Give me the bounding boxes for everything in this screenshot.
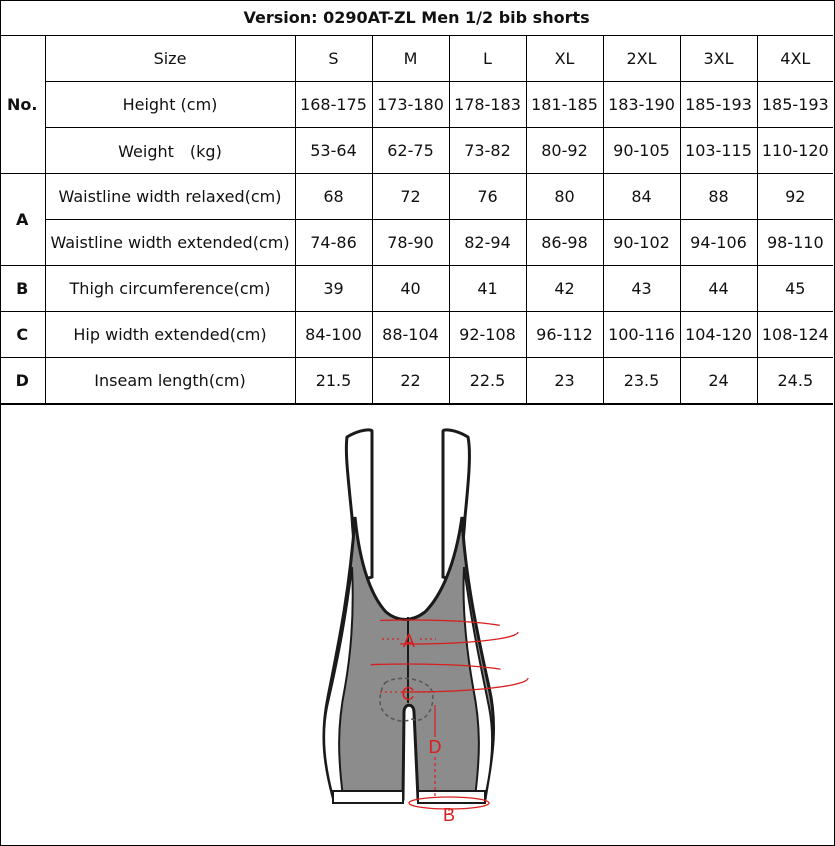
cell: 98-110: [757, 220, 833, 266]
row-label: Hip width extended(cm): [45, 312, 295, 358]
group-label-b: B: [0, 266, 45, 312]
cell: 104-120: [680, 312, 757, 358]
cell: 39: [295, 266, 372, 312]
cell: 41: [449, 266, 526, 312]
cell: S: [295, 36, 372, 82]
cell: 23.5: [603, 358, 680, 405]
cell: 90-102: [603, 220, 680, 266]
cell: 108-124: [757, 312, 833, 358]
group-label-a: A: [0, 174, 45, 266]
table-row-size: [0, 36, 833, 82]
cell: 80: [526, 174, 603, 220]
cell: 92-108: [449, 312, 526, 358]
measure-label-b: B: [442, 805, 456, 825]
table-row-height: [0, 82, 833, 128]
cell: 73-82: [449, 128, 526, 174]
measure-label-d: D: [428, 737, 442, 757]
table-row-thigh: [0, 266, 833, 312]
cell: 92: [757, 174, 833, 220]
cell: 80-92: [526, 128, 603, 174]
cell: 53-64: [295, 128, 372, 174]
cell: 24.5: [757, 358, 833, 405]
table-row-waist-extended: [0, 220, 833, 266]
row-label: Waistline width extended(cm): [45, 220, 295, 266]
measure-label-c: C: [401, 684, 415, 704]
cell: 45: [757, 266, 833, 312]
cell: 78-90: [372, 220, 449, 266]
measure-label-a: A: [402, 631, 416, 651]
cell: 183-190: [603, 82, 680, 128]
row-label: Height (cm): [45, 82, 295, 128]
cell: 90-105: [603, 128, 680, 174]
left-leg-cuff: [333, 791, 403, 803]
cell: 185-193: [757, 82, 833, 128]
cell: 44: [680, 266, 757, 312]
cell: 181-185: [526, 82, 603, 128]
cell: 173-180: [372, 82, 449, 128]
title-row: [0, 0, 833, 36]
cell: 4XL: [757, 36, 833, 82]
cell: 168-175: [295, 82, 372, 128]
group-label-no: No.: [0, 36, 45, 174]
row-label: Inseam length(cm): [45, 358, 295, 405]
cell: 86-98: [526, 220, 603, 266]
cell: 185-193: [680, 82, 757, 128]
table-row-inseam: [0, 358, 833, 405]
cell: 68: [295, 174, 372, 220]
cell: 110-120: [757, 128, 833, 174]
cell: 3XL: [680, 36, 757, 82]
cell: 23: [526, 358, 603, 405]
cell: 22: [372, 358, 449, 405]
cell: 88: [680, 174, 757, 220]
cell: 94-106: [680, 220, 757, 266]
table-row-weight: [0, 128, 833, 174]
table-row-waist-relaxed: [0, 174, 833, 220]
cell: 2XL: [603, 36, 680, 82]
cell: 178-183: [449, 82, 526, 128]
row-label: Size: [45, 36, 295, 82]
cell: 96-112: [526, 312, 603, 358]
cell: XL: [526, 36, 603, 82]
cell: L: [449, 36, 526, 82]
row-label: Weight (kg): [45, 128, 295, 174]
cell: 62-75: [372, 128, 449, 174]
cell: 21.5: [295, 358, 372, 405]
cell: M: [372, 36, 449, 82]
row-label: Thigh circumference(cm): [45, 266, 295, 312]
chart-title: Version: 0290AT-ZL Men 1/2 bib shorts: [0, 0, 833, 36]
cell: 82-94: [449, 220, 526, 266]
cell: 42: [526, 266, 603, 312]
cell: 84: [603, 174, 680, 220]
table-row-hip: [0, 312, 833, 358]
cell: 40: [372, 266, 449, 312]
cell: 84-100: [295, 312, 372, 358]
cell: 88-104: [372, 312, 449, 358]
cell: 100-116: [603, 312, 680, 358]
bib-shorts-diagram: [0, 407, 833, 844]
row-label: Waistline width relaxed(cm): [45, 174, 295, 220]
group-label-d: D: [0, 358, 45, 405]
cell: 76: [449, 174, 526, 220]
cell: 72: [372, 174, 449, 220]
cell: 43: [603, 266, 680, 312]
group-label-c: C: [0, 312, 45, 358]
cell: 74-86: [295, 220, 372, 266]
cell: 103-115: [680, 128, 757, 174]
size-chart-table: [0, 0, 833, 405]
cell: 24: [680, 358, 757, 405]
cell: 22.5: [449, 358, 526, 405]
